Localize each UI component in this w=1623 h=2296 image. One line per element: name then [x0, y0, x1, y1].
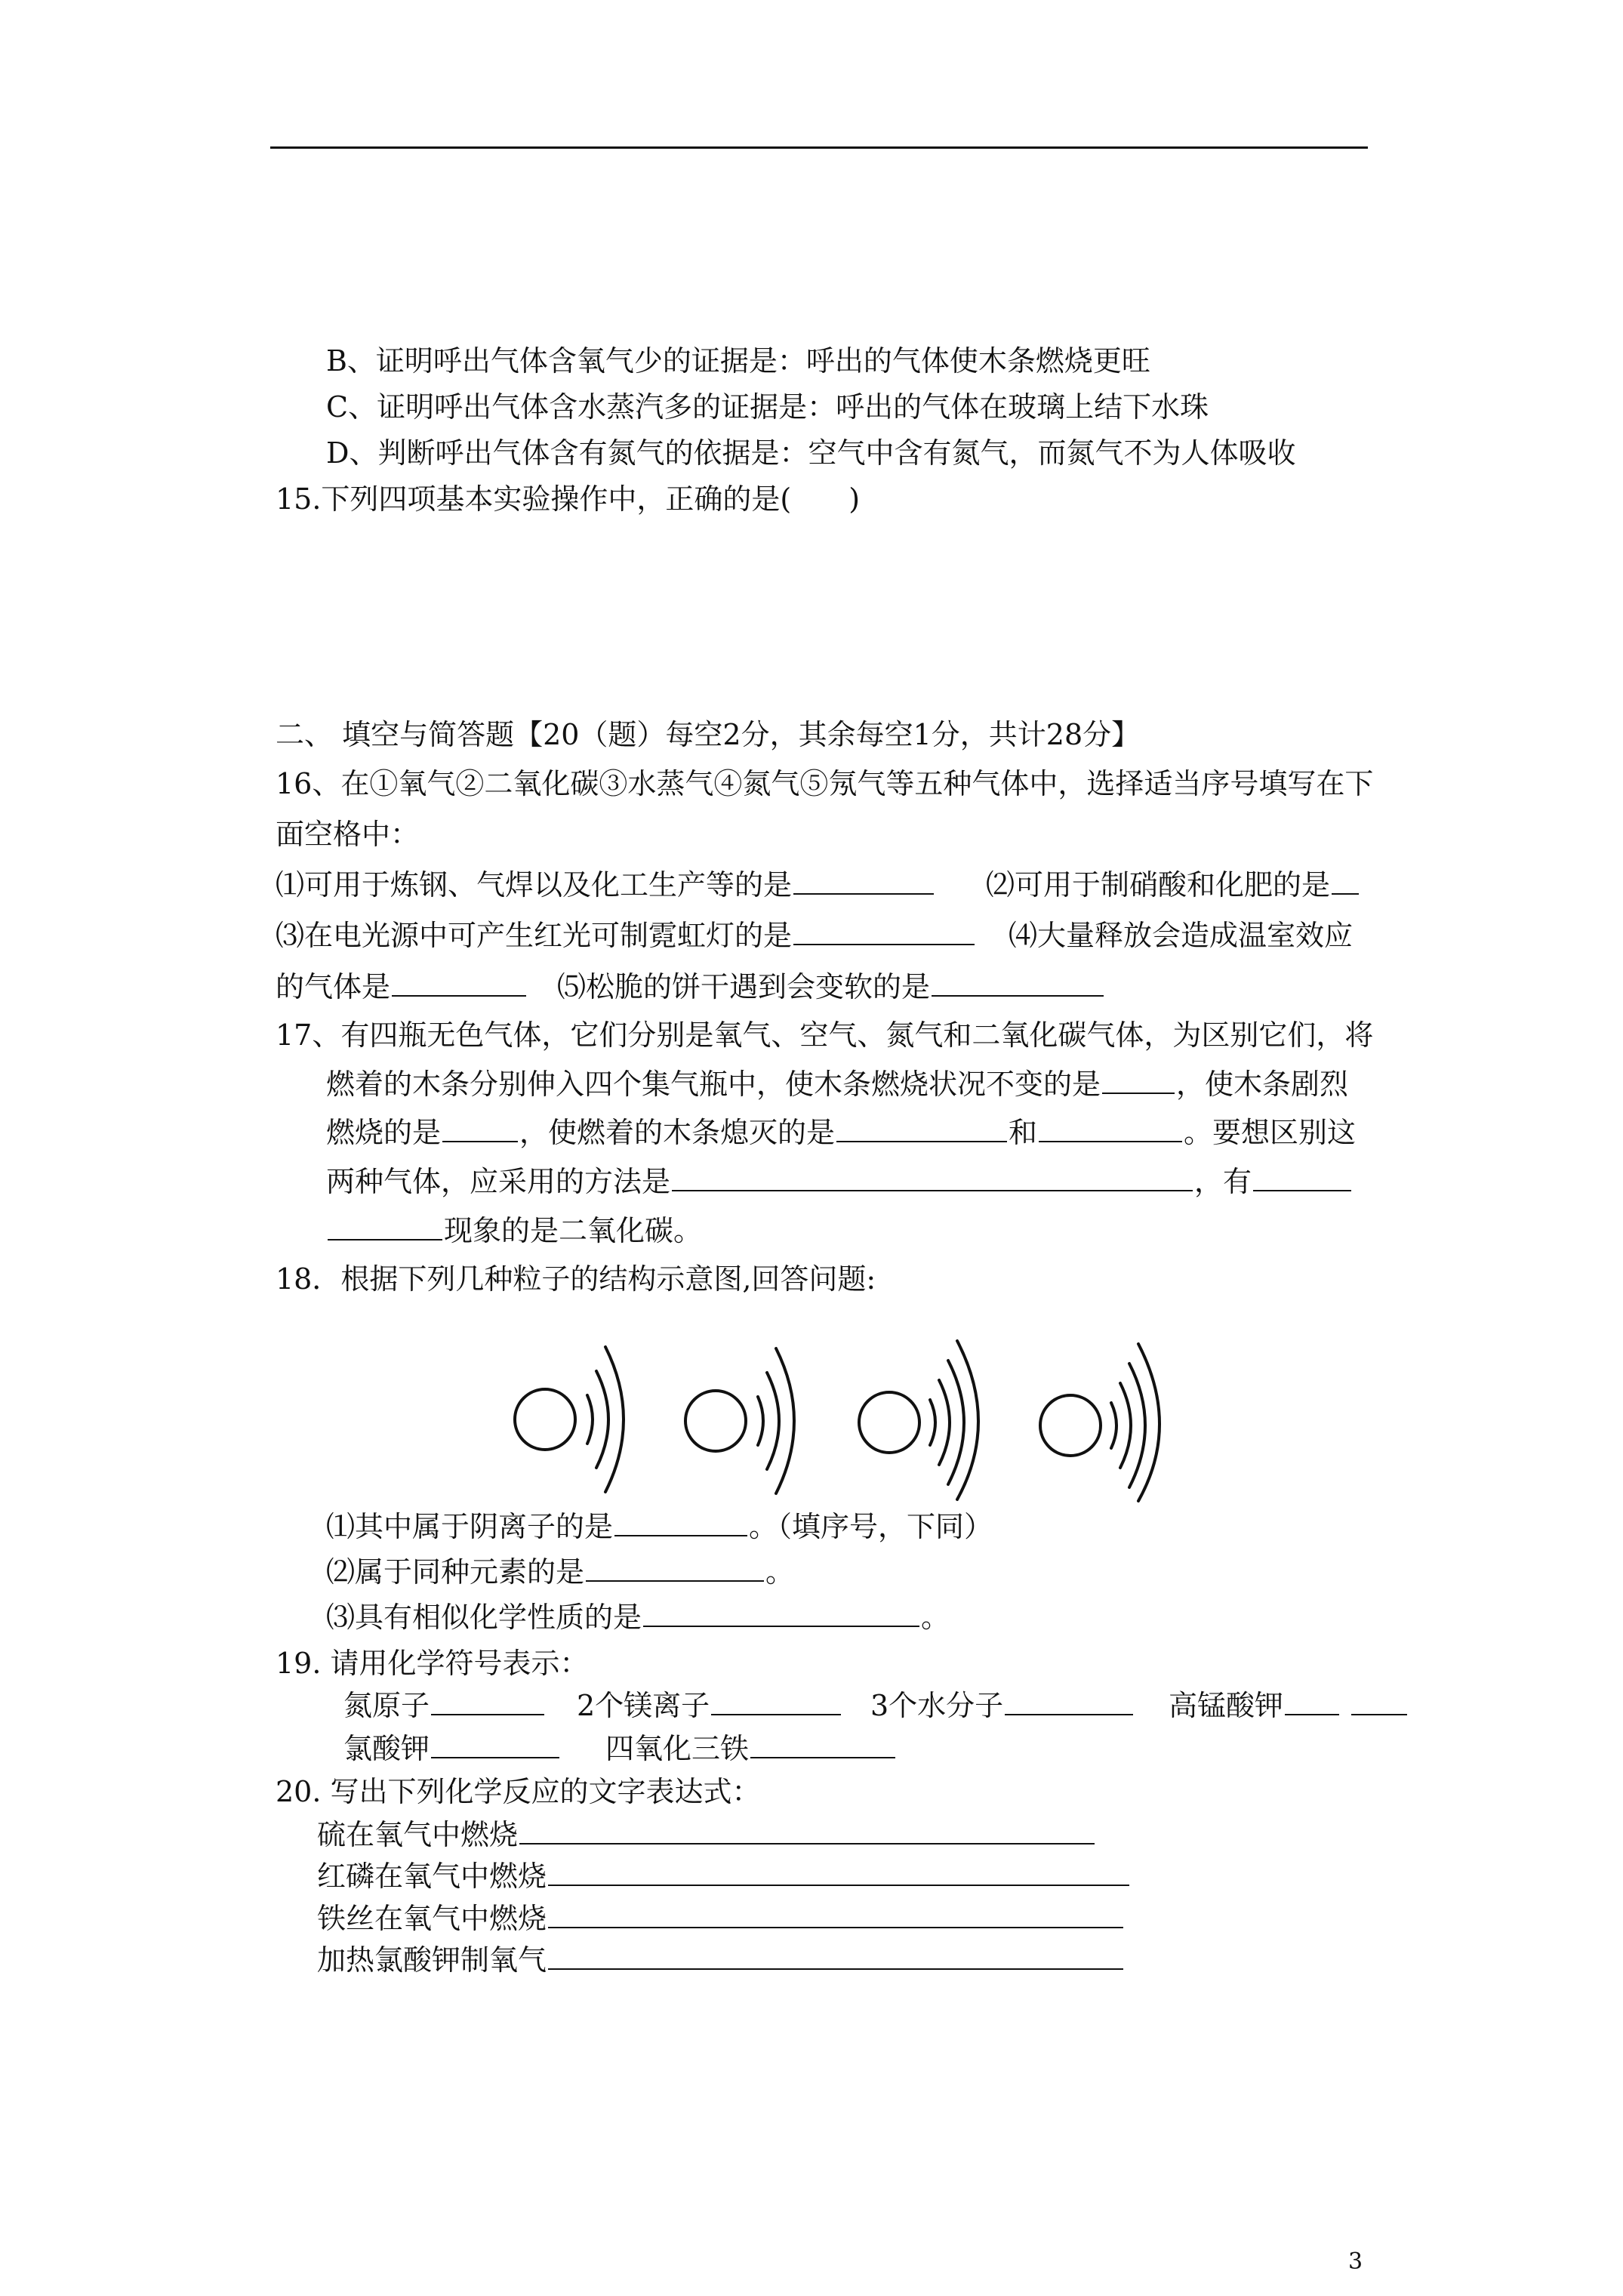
q19-fe3o4-label: 四氧化三铁	[605, 1732, 750, 1765]
q19-nitrogen-atom-blank[interactable]	[431, 1687, 544, 1715]
q17-line4-text-a: 两种气体，应采用的方法是	[326, 1165, 671, 1198]
q14-option-d: D、判断呼出气体含有氮气的依据是：空气中含有氮气，而氮气不为人体吸收	[326, 436, 1296, 470]
q18-part2-end: 。	[765, 1555, 795, 1589]
q20-reaction2	[317, 1857, 1131, 1895]
q20-reaction3	[317, 1900, 1125, 1937]
header-rule	[270, 146, 1368, 149]
q17-line4-text-b: ，有	[1194, 1165, 1252, 1198]
particle-diagram-1	[515, 1347, 624, 1492]
q14-option-b: B、证明呼出气体含氧气少的证据是：呼出的气体使木条燃烧更旺	[326, 344, 1150, 378]
q17-line3-text-b: ，使燃着的木条熄灭的是	[519, 1116, 836, 1149]
q19-nitrogen-atom-label: 氮原子	[343, 1689, 430, 1722]
q20-reaction1-blank[interactable]	[519, 1816, 1095, 1845]
q19-permanganate-blank-2[interactable]	[1351, 1687, 1407, 1715]
q20-stem: 20. 写出下列化学反应的文字表达式：	[276, 1775, 761, 1808]
q16-part2-text: ⑵可用于制硝酸和化肥的是	[986, 868, 1331, 901]
q19-row2b	[605, 1730, 897, 1767]
q16-part1-blank[interactable]	[793, 866, 934, 895]
q20-reaction4-blank[interactable]	[548, 1941, 1123, 1970]
q16-part3-row	[276, 917, 976, 954]
q19-row1d	[1169, 1687, 1409, 1724]
q17-line4	[326, 1163, 1353, 1200]
q16-part4-text-b: 的气体是	[276, 970, 391, 1003]
q20-reaction2-label: 红磷在氧气中燃烧	[317, 1860, 547, 1893]
q17-line2-text-b: ，使木条剧烈	[1176, 1068, 1349, 1101]
q19-chlorate-blank[interactable]	[431, 1730, 559, 1758]
particle-structure-diagrams	[498, 1336, 1193, 1502]
q17-line3-text-a: 燃烧的是	[326, 1116, 442, 1149]
particle-diagram-3	[859, 1341, 978, 1499]
q16-part2-row	[986, 866, 1360, 904]
q14-option-c: C、证明呼出气体含水蒸汽多的证据是：呼出的气体在玻璃上结下水珠	[326, 390, 1209, 424]
q17-line5-text: 现象的是二氧化碳。	[444, 1214, 703, 1247]
q19-magnesium-ion-label: 2个镁离子	[577, 1689, 710, 1722]
particle-diagram-4	[1040, 1344, 1160, 1501]
q17-line2-text-a: 燃着的木条分别伸入四个集气瓶中，使木条燃烧状况不变的是	[326, 1068, 1101, 1101]
q18-part3-row	[326, 1598, 950, 1636]
q16-part3-blank[interactable]	[793, 917, 975, 945]
q17-line3-text-c: 和	[1009, 1116, 1038, 1149]
q16-part3-text: ⑶在电光源中可产生红光可制霓虹灯的是	[276, 919, 793, 952]
q20-reaction3-blank[interactable]	[548, 1900, 1123, 1928]
q17-line1: 17、有四瓶无色气体，它们分别是氧气、空气、氮气和二氧化碳气体，为区别它们，将	[276, 1019, 1374, 1052]
particle-diagram-2	[685, 1348, 794, 1493]
q17-line3	[326, 1114, 1356, 1151]
q19-row1	[343, 1687, 546, 1724]
q18-part2-blank[interactable]	[586, 1553, 764, 1582]
q16-part5-text: ⑸松脆的饼干遇到会变软的是	[557, 970, 931, 1003]
q17-blank-vigorous[interactable]	[442, 1114, 518, 1142]
q19-fe3o4-blank[interactable]	[750, 1730, 895, 1758]
q16-part2-blank[interactable]	[1332, 866, 1359, 895]
q17-line5	[326, 1212, 702, 1250]
q20-reaction3-label: 铁丝在氧气中燃烧	[317, 1902, 547, 1935]
q18-part1-text: ⑴其中属于阴离子的是	[326, 1510, 614, 1543]
q20-reaction1-label: 硫在氧气中燃烧	[317, 1818, 519, 1851]
q18-part3-end: 。	[921, 1601, 950, 1634]
q17-line2	[326, 1065, 1348, 1103]
q20-reaction2-blank[interactable]	[548, 1857, 1129, 1886]
q19-permanganate-blank-1[interactable]	[1285, 1687, 1339, 1715]
q20-reaction4-label: 加热氯酸钾制氧气	[317, 1943, 547, 1977]
q17-blank-extinguish-2[interactable]	[1039, 1114, 1182, 1142]
q17-blank-extinguish-1[interactable]	[836, 1114, 1007, 1142]
section-2-heading: 二、 填空与简答题【20（题）每空2分，其余每空1分，共计28分】	[276, 718, 1141, 751]
q18-part1-note: 。（填序号，下同）	[749, 1510, 993, 1543]
q18-part1-blank[interactable]	[614, 1508, 747, 1536]
q19-row1c	[870, 1687, 1135, 1724]
q16-part5-blank[interactable]	[932, 968, 1104, 997]
q16-part5-row	[557, 968, 1105, 1006]
q17-blank-phenomenon-a[interactable]	[1253, 1163, 1351, 1191]
q18-part2-row	[326, 1553, 794, 1591]
q19-permanganate-label: 高锰酸钾	[1169, 1689, 1284, 1722]
page-number: 3	[1348, 2248, 1363, 2275]
q19-stem: 19. 请用化学符号表示：	[276, 1647, 589, 1680]
q18-part2-text: ⑵属于同种元素的是	[326, 1555, 585, 1589]
q15-stem: 15.下列四项基本实验操作中，正确的是( )	[276, 482, 861, 516]
q18-stem: 18．根据下列几种粒子的结构示意图,回答问题:	[276, 1262, 876, 1296]
q16-part4-blank[interactable]	[392, 968, 526, 997]
q19-chlorate-label: 氯酸钾	[343, 1732, 430, 1765]
q19-magnesium-ion-blank[interactable]	[711, 1687, 841, 1715]
q19-water-molecule-blank[interactable]	[1005, 1687, 1133, 1715]
q17-blank-phenomenon-b[interactable]	[328, 1212, 442, 1240]
q19-water-molecule-label: 3个水分子	[870, 1689, 1004, 1722]
q19-row1b	[577, 1687, 842, 1724]
q18-part1-row	[326, 1508, 993, 1546]
q20-reaction4	[317, 1941, 1125, 1979]
q20-reaction1	[317, 1816, 1096, 1854]
q16-part4-text: ⑷大量释放会造成温室效应	[1009, 919, 1354, 952]
q17-blank-unchanged[interactable]	[1102, 1065, 1175, 1094]
q16-stem-line1: 16、在①氧气②二氧化碳③水蒸气④氮气⑤氖气等五种气体中，选择适当序号填写在下	[276, 767, 1374, 800]
q17-line3-text-d: 。要想区别这	[1184, 1116, 1357, 1149]
q16-part1-text: ⑴可用于炼钢、气焊以及化工生产等的是	[276, 868, 793, 901]
q16-part4-row	[276, 968, 528, 1006]
q18-part3-blank[interactable]	[643, 1598, 919, 1627]
q18-part3-text: ⑶具有相似化学性质的是	[326, 1601, 642, 1634]
q17-blank-method[interactable]	[672, 1163, 1193, 1191]
q19-row2	[343, 1730, 561, 1767]
q16-part1-row	[276, 866, 935, 904]
q16-stem-line2: 面空格中：	[276, 818, 420, 851]
